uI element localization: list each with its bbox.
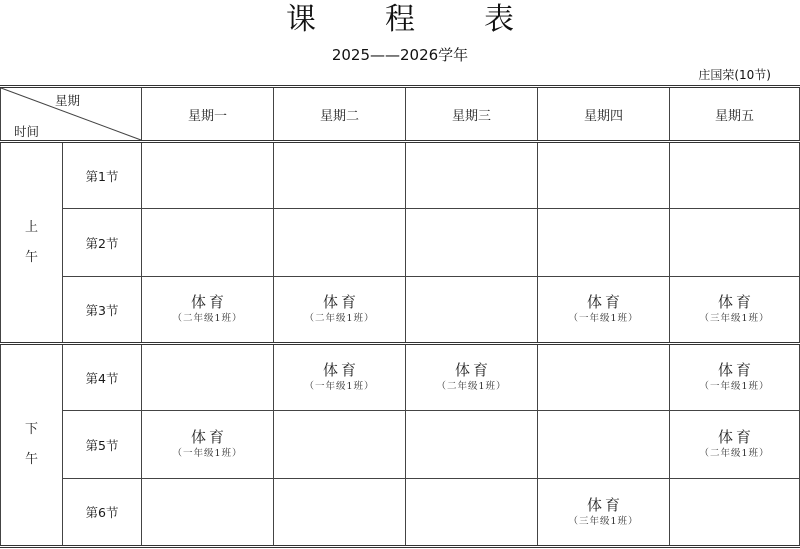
schedule-cell <box>142 277 274 344</box>
course-name: 体育 <box>322 293 359 311</box>
schedule-cell <box>142 142 274 209</box>
schedule-cell <box>406 209 538 277</box>
header-row <box>1 87 800 142</box>
day-header-wednesday: 星期三 <box>406 87 538 142</box>
session-cell-afternoon <box>1 344 63 547</box>
period-label: 第6节 <box>63 479 142 547</box>
day-header-friday: 星期五 <box>670 87 800 142</box>
schedule-cell <box>142 344 274 411</box>
class-name: （二年级1班） <box>304 313 375 324</box>
course-name: 体育 <box>190 293 227 311</box>
course-name: 体育 <box>322 361 359 379</box>
table-row <box>1 479 800 547</box>
class-name: （一年级1班） <box>304 381 375 392</box>
schedule-cell <box>670 142 800 209</box>
school-year: 2025——2026学年 <box>331 46 469 64</box>
table-row <box>1 411 800 479</box>
corner-label-time: 时间 <box>14 124 40 139</box>
document-title: 课程表 <box>286 2 583 37</box>
schedule-cell <box>142 209 274 277</box>
schedule-cell <box>406 142 538 209</box>
timetable <box>0 85 800 548</box>
schedule-cell <box>406 344 538 411</box>
schedule-cell <box>670 344 800 411</box>
timetable-body <box>1 142 800 547</box>
table-row <box>1 209 800 277</box>
schedule-cell <box>538 344 670 411</box>
session-cell-morning <box>1 142 63 344</box>
schedule-cell <box>670 411 800 479</box>
schedule-cell <box>274 344 406 411</box>
day-header-thursday: 星期四 <box>538 87 670 142</box>
course-name: 体育 <box>717 428 754 446</box>
course-name: 体育 <box>190 428 227 446</box>
schedule-cell <box>406 479 538 547</box>
schedule-cell <box>670 209 800 277</box>
schedule-cell <box>538 411 670 479</box>
schedule-cell <box>538 142 670 209</box>
schedule-cell <box>142 411 274 479</box>
schedule-cell <box>670 277 800 344</box>
course-name: 体育 <box>586 293 623 311</box>
table-row <box>1 344 800 411</box>
corner-label-week: 星期 <box>55 93 81 108</box>
day-header-tuesday: 星期二 <box>274 87 406 142</box>
course-name: 体育 <box>454 361 491 379</box>
schedule-cell <box>274 142 406 209</box>
class-name: （二年级1班） <box>436 381 507 392</box>
class-name: （一年级1班） <box>699 381 770 392</box>
course-name: 体育 <box>717 293 754 311</box>
schedule-cell <box>406 277 538 344</box>
class-name: （二年级1班） <box>699 448 770 459</box>
class-name: （三年级1班） <box>568 515 639 527</box>
schedule-cell <box>538 479 670 547</box>
class-name: （一年级1班） <box>172 448 243 459</box>
schedule-cell <box>538 209 670 277</box>
schedule-cell <box>274 277 406 344</box>
class-name: （一年级1班） <box>568 313 639 324</box>
teacher-name: 庄国荣(10节) <box>698 68 771 82</box>
schedule-cell <box>274 209 406 277</box>
schedule-cell <box>406 411 538 479</box>
timetable-header <box>1 87 800 142</box>
class-name: （二年级1班） <box>172 313 243 324</box>
period-label: 第2节 <box>63 209 142 277</box>
schedule-cell <box>670 479 800 547</box>
day-header-monday: 星期一 <box>142 87 274 142</box>
table-row <box>1 142 800 209</box>
schedule-cell <box>538 277 670 344</box>
course-name: 体育 <box>586 495 623 514</box>
session-label: 下午 <box>25 422 39 467</box>
period-label: 第4节 <box>63 344 142 411</box>
period-label: 第1节 <box>63 142 142 209</box>
schedule-cell <box>142 479 274 547</box>
session-label: 上午 <box>25 219 39 265</box>
course-name: 体育 <box>717 361 754 379</box>
class-name: （三年级1班） <box>699 313 770 324</box>
corner-cell <box>1 87 142 142</box>
schedule-cell <box>274 479 406 547</box>
period-label: 第3节 <box>63 277 142 344</box>
schedule-cell <box>274 411 406 479</box>
table-row <box>1 277 800 344</box>
period-label: 第5节 <box>63 411 142 479</box>
